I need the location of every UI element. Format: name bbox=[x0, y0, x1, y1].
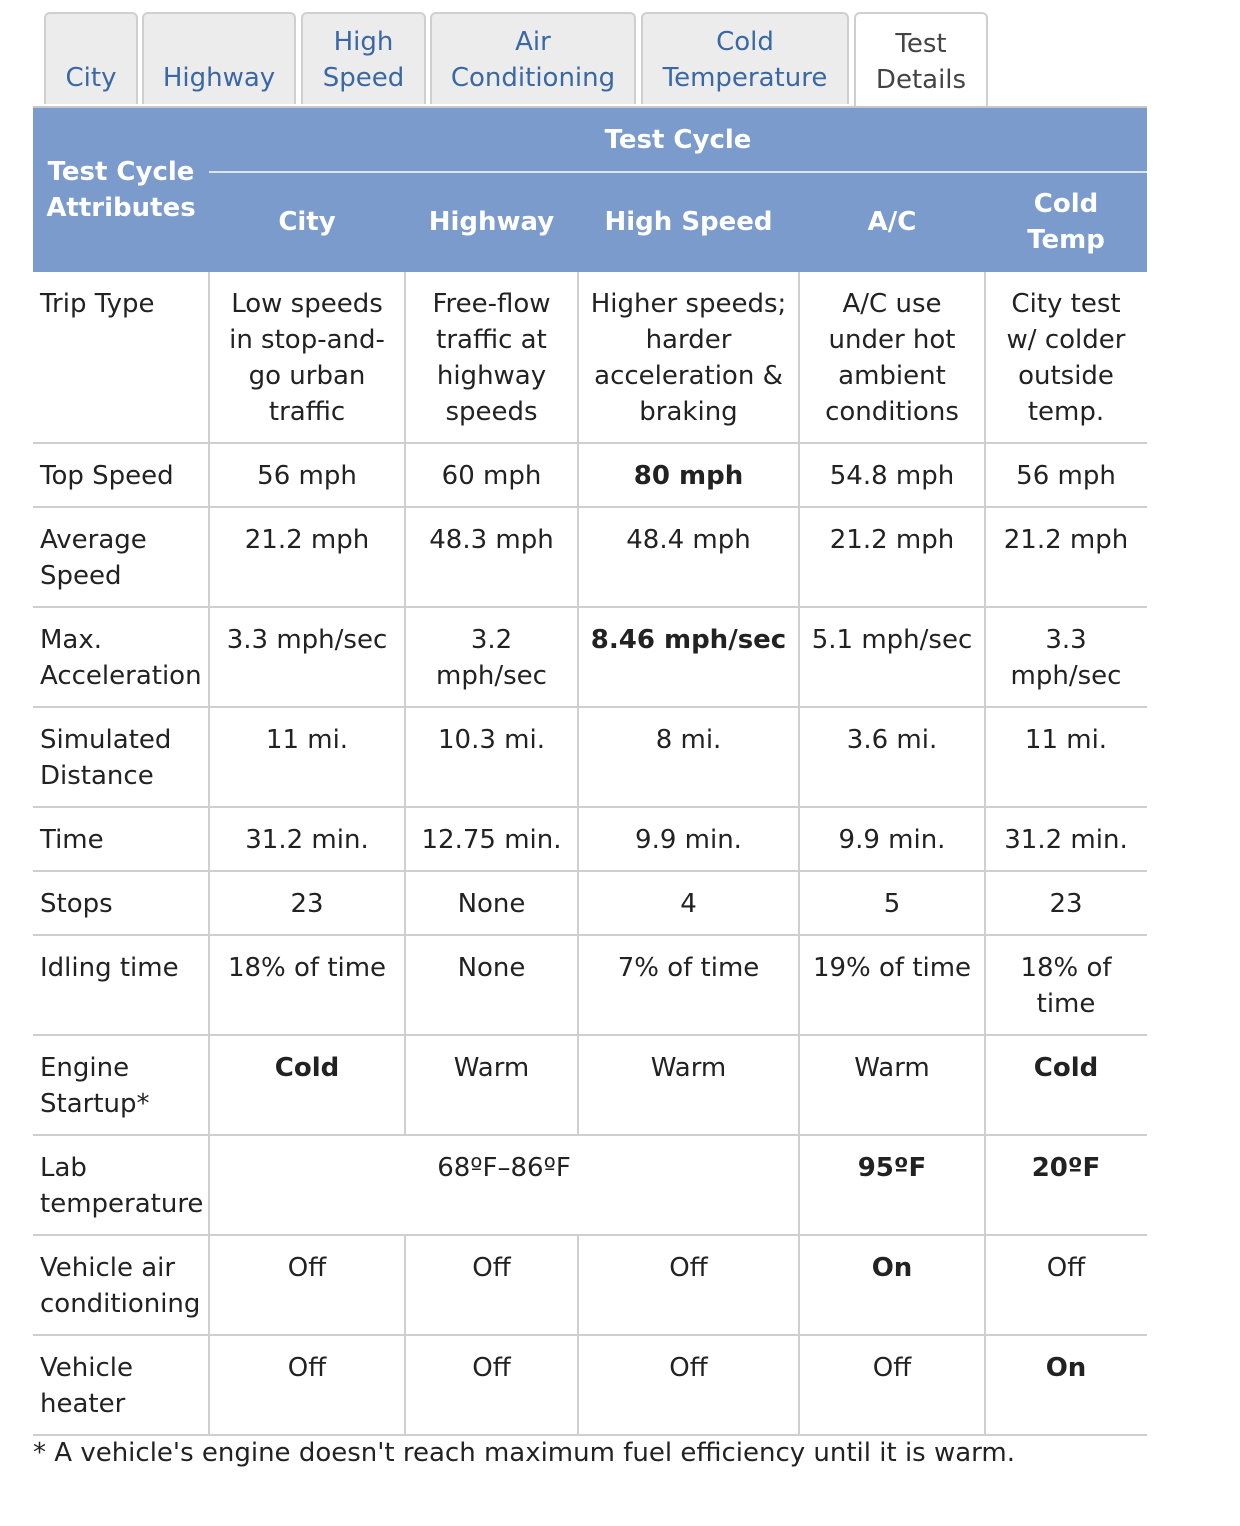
column-divider bbox=[984, 1336, 986, 1434]
cell-line: mph/sec bbox=[1010, 661, 1122, 691]
column-divider bbox=[208, 708, 210, 806]
column-divider bbox=[208, 1036, 210, 1134]
row-label bbox=[33, 872, 209, 934]
cell-line: On bbox=[871, 1253, 913, 1283]
spanned-cell: 68ºF–86ºF bbox=[437, 1153, 571, 1183]
cell-line: 31.2 min. bbox=[245, 825, 369, 855]
column-divider bbox=[984, 708, 986, 806]
cell-line: Warm bbox=[854, 1053, 930, 1083]
row-label bbox=[33, 1036, 209, 1134]
table-row bbox=[33, 1136, 1147, 1236]
tab-high-speed[interactable] bbox=[301, 12, 426, 104]
table-row bbox=[33, 872, 1147, 936]
column-divider bbox=[208, 1236, 210, 1334]
cell-line: Stops bbox=[40, 889, 113, 919]
cell-line: 12.75 min. bbox=[421, 825, 562, 855]
cell-line: 56 mph bbox=[1016, 461, 1116, 491]
column-divider bbox=[208, 608, 210, 706]
table-cell bbox=[799, 1036, 985, 1134]
table-cell bbox=[405, 444, 578, 506]
row-label bbox=[33, 936, 209, 1034]
cell-line: 19% of time bbox=[812, 953, 972, 983]
tab-label: Temperature bbox=[662, 63, 828, 93]
cell-line: temperature bbox=[40, 1189, 204, 1219]
cell-line: traffic bbox=[268, 397, 346, 427]
column-header-high-speed: High Speed bbox=[604, 207, 773, 237]
row-label bbox=[33, 708, 209, 806]
cell-line: Acceleration bbox=[40, 661, 202, 691]
cell-line: 20ºF bbox=[1031, 1153, 1101, 1183]
cell-line: 18% of time bbox=[227, 953, 387, 983]
cell-line: 21.2 mph bbox=[829, 525, 955, 555]
table-cell bbox=[799, 444, 985, 506]
table-cell bbox=[209, 808, 405, 870]
column-divider bbox=[984, 508, 986, 606]
table-row bbox=[33, 1036, 1147, 1136]
table-cell bbox=[578, 936, 799, 1034]
cell-line: traffic at bbox=[436, 325, 547, 355]
cell-line: Max. bbox=[40, 625, 103, 655]
tab-label: Speed bbox=[322, 63, 405, 93]
table-cell bbox=[985, 272, 1147, 442]
cell-line: 5.1 mph/sec bbox=[811, 625, 973, 655]
column-divider bbox=[577, 444, 579, 506]
table-cell bbox=[209, 508, 405, 606]
column-divider bbox=[577, 872, 579, 934]
table-cell bbox=[578, 872, 799, 934]
attributes-header-line: Attributes bbox=[46, 193, 196, 223]
cell-line: 9.9 min. bbox=[635, 825, 742, 855]
cell-line: Off bbox=[287, 1353, 327, 1383]
cell-line: 48.3 mph bbox=[429, 525, 554, 555]
table-cell bbox=[578, 508, 799, 606]
tab-label: City bbox=[65, 63, 117, 93]
column-divider bbox=[404, 1236, 406, 1334]
column-header-cold-temp bbox=[985, 186, 1147, 258]
cell-line: time bbox=[1036, 989, 1096, 1019]
column-divider bbox=[984, 608, 986, 706]
column-divider bbox=[984, 936, 986, 1034]
column-divider bbox=[404, 508, 406, 606]
cell-line: Trip Type bbox=[40, 289, 155, 319]
table-cell bbox=[209, 1236, 405, 1334]
cell-line: heater bbox=[40, 1389, 126, 1419]
column-divider bbox=[984, 444, 986, 506]
column-divider bbox=[984, 1136, 986, 1234]
cell-line: ambient bbox=[838, 361, 946, 391]
table-cell bbox=[799, 936, 985, 1034]
cell-line: 9.9 min. bbox=[838, 825, 946, 855]
column-divider bbox=[798, 1236, 800, 1334]
column-divider bbox=[208, 872, 210, 934]
table-cell bbox=[209, 444, 405, 506]
cell-line: Cold bbox=[1033, 1053, 1099, 1083]
column-header-ac: A/C bbox=[867, 207, 917, 237]
cell-line: 3.2 bbox=[470, 625, 513, 655]
column-header-line: Cold bbox=[1033, 189, 1099, 219]
table-cell bbox=[578, 272, 799, 442]
column-divider bbox=[404, 608, 406, 706]
cell-line: Off bbox=[669, 1253, 708, 1283]
table-cell bbox=[405, 272, 578, 442]
column-divider bbox=[577, 608, 579, 706]
cell-line: under hot bbox=[828, 325, 956, 355]
cell-line: City test bbox=[1011, 289, 1121, 319]
cell-line: 10.3 mi. bbox=[438, 725, 545, 755]
test-cycle-group-header: Test Cycle bbox=[604, 125, 752, 155]
cell-line: 31.2 min. bbox=[1004, 825, 1128, 855]
cell-line: 3.3 bbox=[1045, 625, 1087, 655]
cell-line: 54.8 mph bbox=[829, 461, 955, 491]
tab-label: Highway bbox=[162, 63, 276, 93]
column-divider bbox=[577, 1036, 579, 1134]
cell-line: go urban bbox=[248, 361, 366, 391]
table-cell bbox=[985, 508, 1147, 606]
table-row bbox=[33, 608, 1147, 708]
table-row bbox=[33, 508, 1147, 608]
row-label bbox=[33, 608, 209, 706]
table-cell bbox=[209, 272, 405, 442]
cell-line: 4 bbox=[680, 889, 697, 919]
tab-label: Conditioning bbox=[450, 63, 616, 93]
cell-line: Idling time bbox=[40, 953, 179, 983]
column-divider bbox=[208, 1136, 210, 1234]
table-cell bbox=[799, 608, 985, 706]
cell-line: A/C use bbox=[842, 289, 942, 319]
table-cell bbox=[985, 1236, 1147, 1334]
cell-line: speeds bbox=[445, 397, 538, 427]
table-cell bbox=[799, 1336, 985, 1434]
cell-line: Startup* bbox=[40, 1089, 150, 1119]
table-row bbox=[33, 444, 1147, 508]
cell-line: On bbox=[1045, 1353, 1087, 1383]
column-divider bbox=[798, 708, 800, 806]
table-row bbox=[33, 708, 1147, 808]
table-cell bbox=[578, 1236, 799, 1334]
row-label bbox=[33, 1236, 209, 1334]
cell-line: highway bbox=[436, 361, 547, 391]
column-divider bbox=[208, 444, 210, 506]
cell-line: 21.2 mph bbox=[1003, 525, 1129, 555]
header-divider bbox=[209, 171, 1147, 173]
table-cell bbox=[985, 444, 1147, 506]
cell-line: in stop-and- bbox=[229, 325, 385, 355]
column-divider bbox=[577, 936, 579, 1034]
table-cell bbox=[799, 508, 985, 606]
table-cell bbox=[578, 708, 799, 806]
tab-air-conditioning[interactable] bbox=[430, 12, 636, 104]
table-row bbox=[33, 272, 1147, 444]
table-cell bbox=[799, 808, 985, 870]
table-cell bbox=[985, 608, 1147, 706]
column-divider bbox=[798, 608, 800, 706]
tab-label: Details bbox=[875, 65, 967, 95]
table-cell bbox=[405, 1236, 578, 1334]
cell-line: Cold bbox=[274, 1053, 340, 1083]
table-row bbox=[33, 808, 1147, 872]
column-divider bbox=[577, 508, 579, 606]
table-cell bbox=[405, 608, 578, 706]
table-cell bbox=[405, 808, 578, 870]
table-cell bbox=[209, 608, 405, 706]
table-cell bbox=[799, 872, 985, 934]
tab-label: High bbox=[333, 27, 394, 57]
cell-line: 11 mi. bbox=[1024, 725, 1108, 755]
cell-line: mph/sec bbox=[436, 661, 547, 691]
table-cell bbox=[405, 1336, 578, 1434]
column-divider bbox=[404, 872, 406, 934]
column-divider bbox=[798, 508, 800, 606]
table-cell bbox=[209, 872, 405, 934]
row-label bbox=[33, 808, 209, 870]
cell-line: 80 mph bbox=[633, 461, 744, 491]
tab-highway[interactable] bbox=[142, 12, 296, 104]
cell-line: conditions bbox=[825, 397, 959, 427]
table-cell bbox=[578, 1336, 799, 1434]
table-row bbox=[33, 1336, 1147, 1436]
table-cell bbox=[209, 1036, 405, 1134]
column-divider bbox=[984, 1036, 986, 1134]
cell-line: Off bbox=[287, 1253, 327, 1283]
column-header-line: Temp bbox=[1027, 225, 1105, 255]
cell-line: None bbox=[457, 953, 526, 983]
column-divider bbox=[984, 872, 986, 934]
column-divider bbox=[798, 1136, 800, 1234]
column-divider bbox=[984, 1236, 986, 1334]
table-cell bbox=[405, 508, 578, 606]
table-row bbox=[33, 1236, 1147, 1336]
column-divider bbox=[208, 808, 210, 870]
table-cell bbox=[985, 808, 1147, 870]
tab-label: Air bbox=[515, 27, 551, 57]
table-cell bbox=[578, 1036, 799, 1134]
column-divider bbox=[984, 272, 986, 442]
table-cell bbox=[209, 708, 405, 806]
column-divider bbox=[404, 444, 406, 506]
cell-line: 8 mi. bbox=[655, 725, 722, 755]
footnote: * A vehicle's engine doesn't reach maximum fuel efficiency until it is warm. bbox=[33, 1438, 1015, 1468]
column-divider bbox=[798, 872, 800, 934]
cell-line: Off bbox=[872, 1353, 912, 1383]
tab-label: Test bbox=[895, 29, 947, 59]
tab-label: Cold bbox=[716, 27, 774, 57]
column-divider bbox=[208, 1336, 210, 1434]
cell-line: temp. bbox=[1027, 397, 1105, 427]
column-divider bbox=[798, 1036, 800, 1134]
table-cell bbox=[985, 1336, 1147, 1434]
column-divider bbox=[208, 508, 210, 606]
row-label bbox=[33, 272, 209, 442]
cell-line: Average bbox=[40, 525, 147, 555]
cell-line: 3.6 mi. bbox=[846, 725, 938, 755]
cell-line: Off bbox=[669, 1353, 708, 1383]
table-cell bbox=[578, 444, 799, 506]
cell-line: outside bbox=[1018, 361, 1114, 391]
table-cell bbox=[985, 872, 1147, 934]
cell-line: 8.46 mph/sec bbox=[590, 625, 787, 655]
cell-line: Off bbox=[472, 1353, 511, 1383]
table-header bbox=[33, 106, 1147, 272]
table-cell bbox=[405, 936, 578, 1034]
cell-line: Vehicle air bbox=[40, 1253, 176, 1283]
column-divider bbox=[577, 1236, 579, 1334]
row-label bbox=[33, 508, 209, 606]
cell-line: Warm bbox=[453, 1053, 530, 1083]
cell-line: 5 bbox=[883, 889, 901, 919]
column-divider bbox=[404, 708, 406, 806]
table-cell bbox=[209, 1336, 405, 1434]
cell-line: 23 bbox=[1049, 889, 1083, 919]
cell-line: 11 mi. bbox=[265, 725, 349, 755]
column-divider bbox=[798, 808, 800, 870]
row-label bbox=[33, 1136, 209, 1234]
table-cell bbox=[799, 708, 985, 806]
table-cell bbox=[985, 1036, 1147, 1134]
table-cell bbox=[578, 608, 799, 706]
column-divider bbox=[577, 808, 579, 870]
column-divider bbox=[577, 272, 579, 442]
cell-line: acceleration & bbox=[594, 361, 783, 391]
cell-line: 18% of bbox=[1020, 953, 1112, 983]
cell-line: Engine bbox=[40, 1053, 130, 1083]
column-divider bbox=[577, 1336, 579, 1434]
cell-line: Off bbox=[1046, 1253, 1086, 1283]
cell-line: Time bbox=[40, 825, 104, 855]
table-cell bbox=[985, 1136, 1147, 1234]
table-cell bbox=[985, 708, 1147, 806]
cell-line: conditioning bbox=[40, 1289, 201, 1319]
column-divider bbox=[798, 444, 800, 506]
tab-city[interactable] bbox=[44, 12, 138, 104]
column-divider bbox=[208, 936, 210, 1034]
cell-line: Distance bbox=[40, 761, 154, 791]
column-divider bbox=[798, 936, 800, 1034]
cell-line: w/ colder bbox=[1006, 325, 1126, 355]
row-label bbox=[33, 444, 209, 506]
column-divider bbox=[404, 272, 406, 442]
cell-line: Speed bbox=[40, 561, 122, 591]
column-header-city: City bbox=[278, 207, 336, 237]
cell-line: Vehicle bbox=[40, 1353, 133, 1383]
column-divider bbox=[404, 936, 406, 1034]
table-cell bbox=[799, 272, 985, 442]
cell-line: Free-flow bbox=[432, 289, 551, 319]
cell-line: 95ºF bbox=[857, 1153, 927, 1183]
table-cell bbox=[405, 872, 578, 934]
cell-line: Warm bbox=[650, 1053, 727, 1083]
column-divider bbox=[208, 272, 210, 442]
cell-line: 3.3 mph/sec bbox=[226, 625, 388, 655]
cell-line: 60 mph bbox=[441, 461, 542, 491]
column-divider bbox=[798, 1336, 800, 1434]
column-header-highway: Highway bbox=[428, 207, 555, 237]
column-divider bbox=[404, 1036, 406, 1134]
cell-line: Top Speed bbox=[40, 461, 174, 491]
cell-line: 21.2 mph bbox=[244, 525, 370, 555]
cell-line: braking bbox=[639, 397, 738, 427]
column-divider bbox=[798, 272, 800, 442]
table-row bbox=[33, 936, 1147, 1036]
table-cell bbox=[578, 808, 799, 870]
table-cell bbox=[799, 1136, 985, 1234]
attributes-header bbox=[33, 154, 209, 226]
table-cell bbox=[799, 1236, 985, 1334]
cell-line: 23 bbox=[290, 889, 324, 919]
cell-line: None bbox=[457, 889, 526, 919]
cell-line: 48.4 mph bbox=[626, 525, 751, 555]
column-divider bbox=[404, 1336, 406, 1434]
cell-line: 56 mph bbox=[257, 461, 357, 491]
row-label bbox=[33, 1336, 209, 1434]
cell-line: harder bbox=[645, 325, 732, 355]
cell-line: Lab bbox=[40, 1153, 87, 1183]
table-cell bbox=[405, 1036, 578, 1134]
attributes-header-line: Test Cycle bbox=[47, 157, 195, 187]
column-divider bbox=[984, 808, 986, 870]
cell-line: Off bbox=[472, 1253, 511, 1283]
table-cell bbox=[405, 708, 578, 806]
tab-test-details[interactable] bbox=[854, 12, 988, 106]
table-cell bbox=[985, 936, 1147, 1034]
column-divider bbox=[577, 708, 579, 806]
tab-cold-temperature[interactable] bbox=[641, 12, 849, 104]
column-divider bbox=[404, 808, 406, 870]
cell-line: Simulated bbox=[40, 725, 172, 755]
cell-line: Higher speeds; bbox=[590, 289, 787, 319]
table-cell bbox=[209, 936, 405, 1034]
cell-line: Low speeds bbox=[231, 289, 383, 319]
cell-line: 7% of time bbox=[617, 953, 760, 983]
